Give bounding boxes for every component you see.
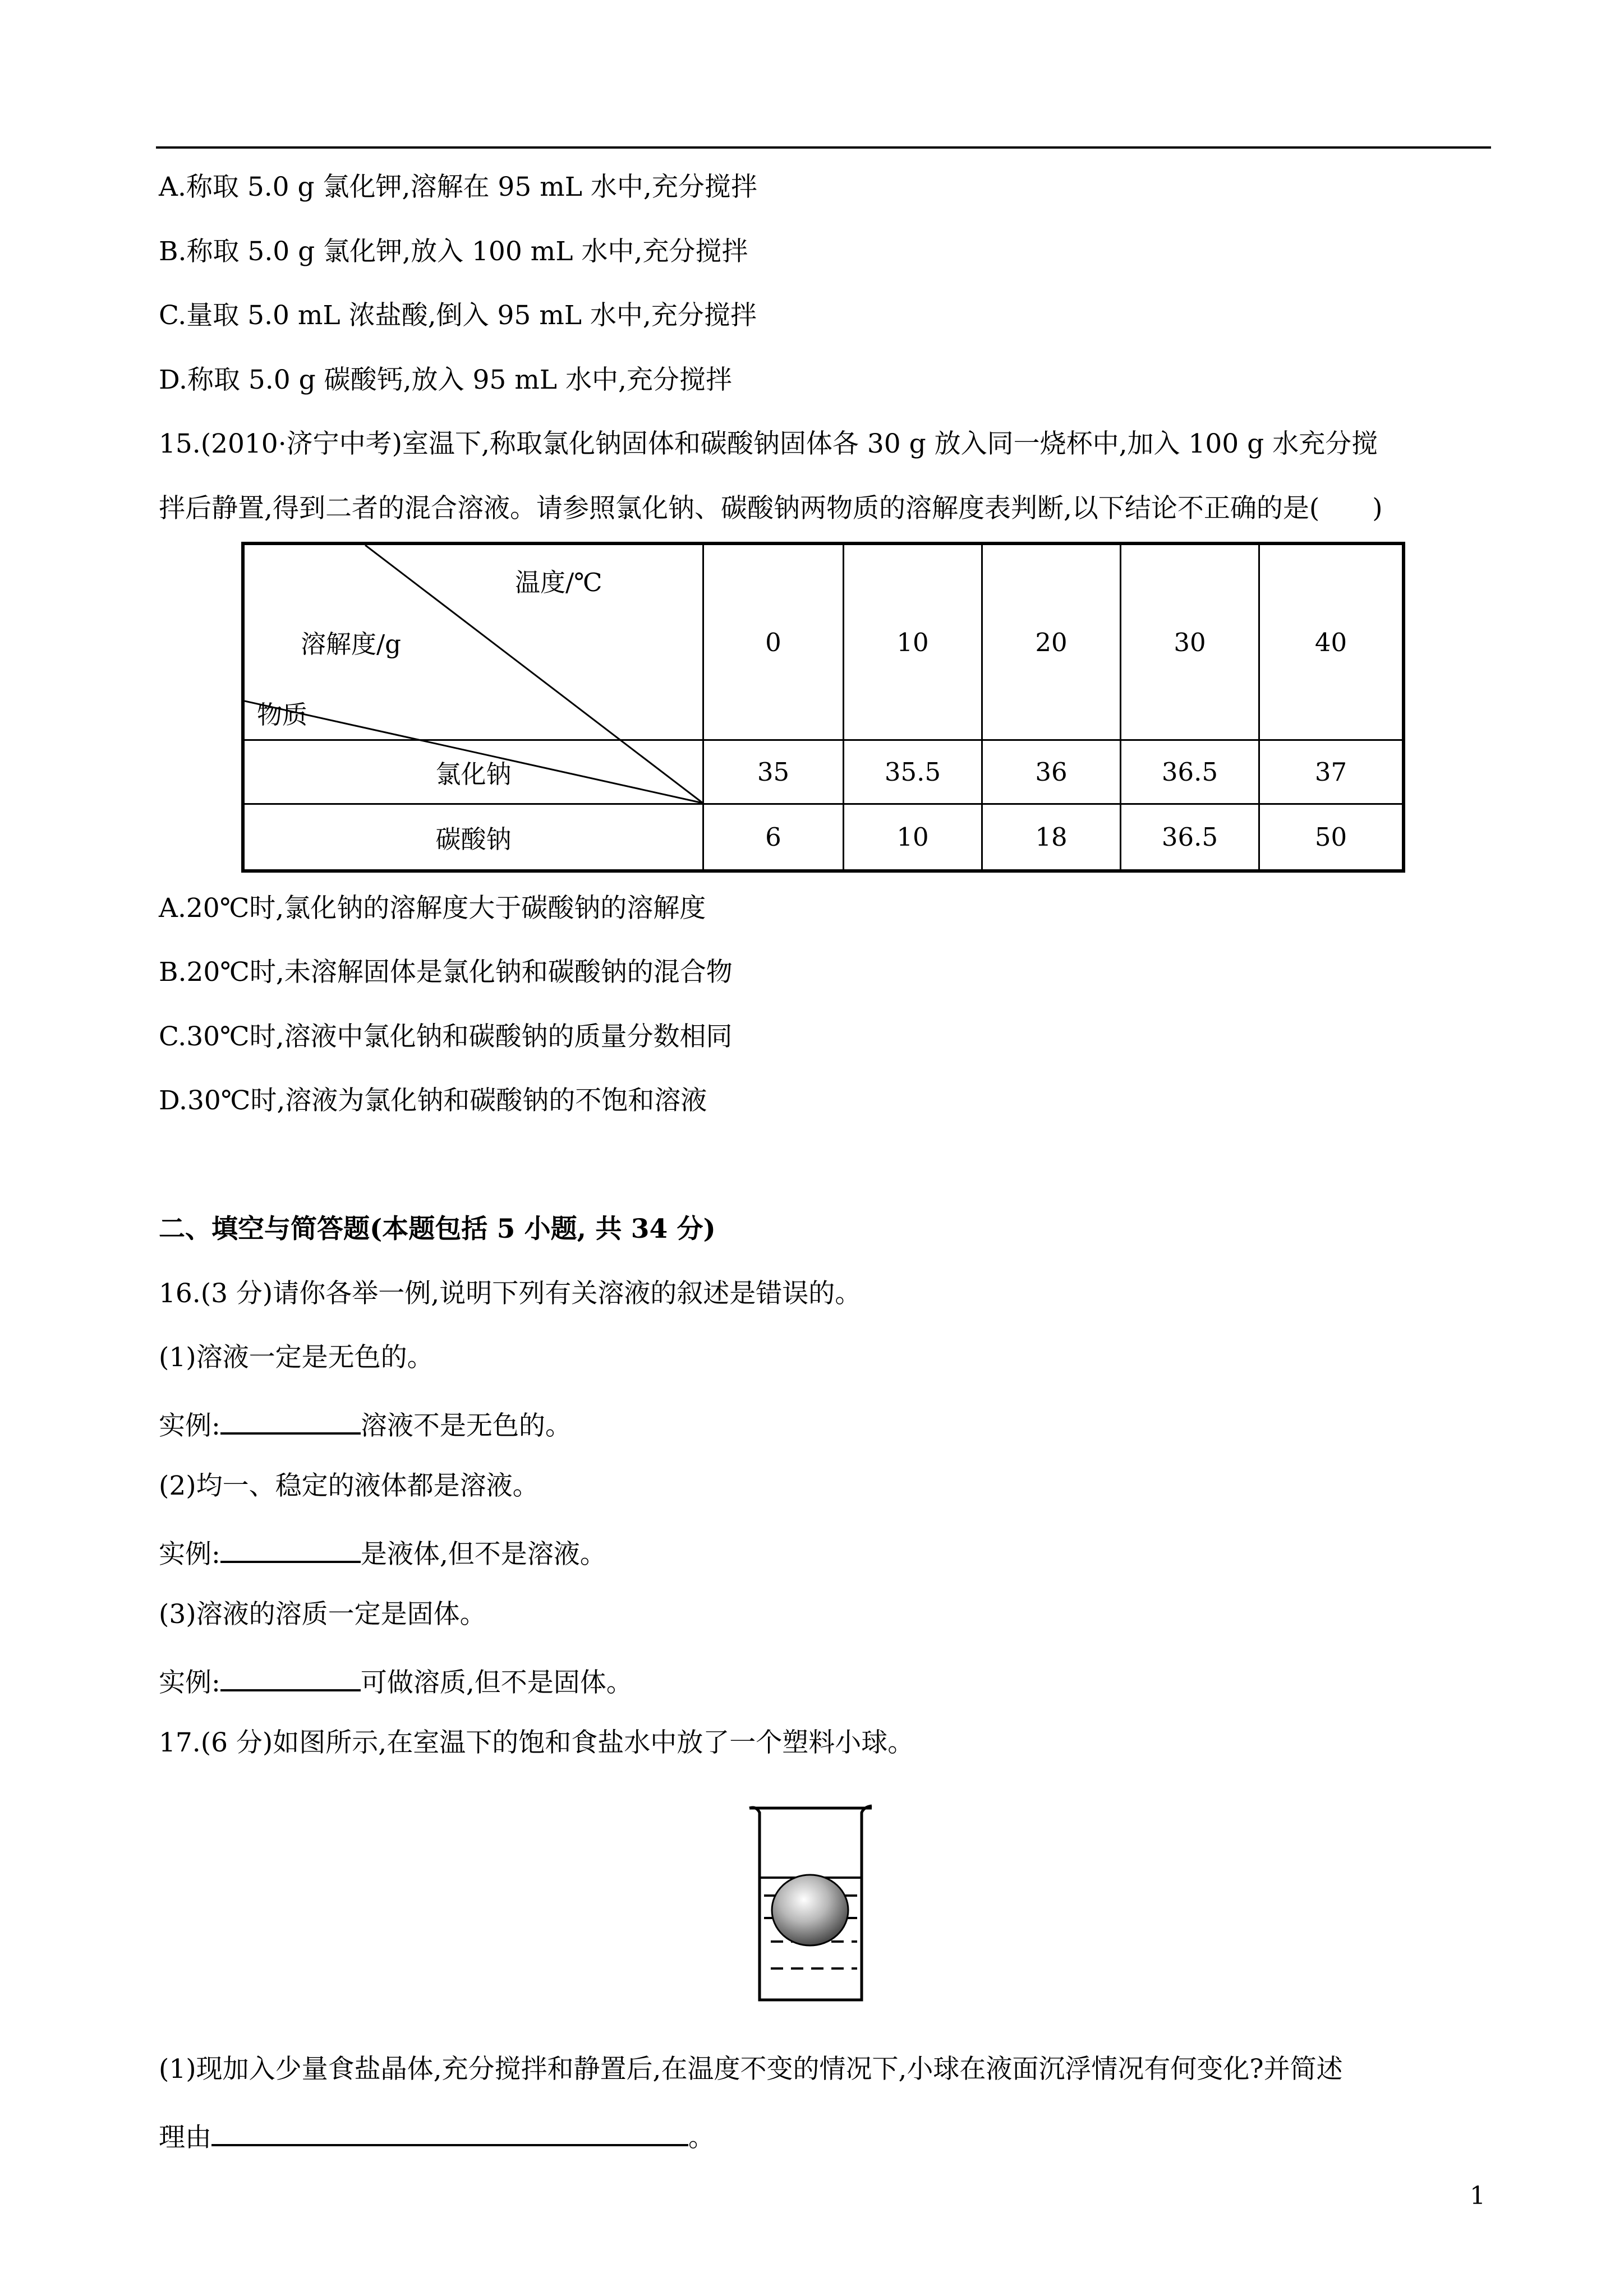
q15-stem-line1: 15.(2010·济宁中考)室温下,称取氯化钠固体和碳酸钠固体各 30 g 放入同一烧杯中,加入 100 g 水充分搅: [159, 428, 1378, 459]
table-cell: 18: [1035, 822, 1068, 852]
corner-substance-label: 物质: [257, 700, 308, 730]
answer-blank-1[interactable]: [220, 1405, 361, 1435]
q17-part1-line1: (1)现加入少量食盐晶体,充分搅拌和静置后,在温度不变的情况下,小球在液面沉浮情况有何变化?并简述: [159, 2054, 1343, 2085]
temp-header: 40: [1314, 627, 1347, 657]
corner-temperature-label: 温度/℃: [515, 568, 602, 597]
q14-option-a: A.称取 5.0 g 氯化钾,溶解在 95 mL 水中,充分搅拌: [159, 172, 757, 202]
q15-option-d: D.30℃时,溶液为氯化钠和碳酸钠的不饱和溶液: [159, 1085, 707, 1116]
q16-example1: [159, 1405, 572, 1443]
q17-stem: 17.(6 分)如图所示,在室温下的饱和食盐水中放了一个塑料小球。: [159, 1727, 914, 1758]
row-label-na2co3: 碳酸钠: [435, 824, 512, 854]
q15-stem-line2: 拌后静置,得到二者的混合溶液。请参照氯化钠、碳酸钠两物质的溶解度表判断,以下结论不正确的是( ): [159, 493, 1383, 524]
table-cell: 35.5: [884, 757, 941, 787]
q15-option-a: A.20℃时,氯化钠的溶解度大于碳酸钠的溶解度: [159, 893, 706, 924]
corner-solubility-label: 溶解度/g: [301, 629, 401, 659]
section-title: 二、填空与简答题(本题包括 5 小题, 共 34 分): [159, 1214, 716, 1244]
example-suffix: 可做溶质,但不是固体。: [360, 1667, 633, 1698]
q17-part1-reason: [159, 2117, 715, 2155]
example-suffix: 是液体,但不是溶液。: [360, 1539, 606, 1570]
table-cell: 37: [1314, 757, 1347, 787]
q16-part1: (1)溶液一定是无色的。: [159, 1342, 434, 1373]
q15-option-c: C.30℃时,溶液中氯化钠和碳酸钠的质量分数相同: [159, 1021, 733, 1052]
q16-example2: [159, 1534, 606, 1571]
example-prefix: 实例:: [159, 1410, 220, 1441]
q14-option-b: B.称取 5.0 g 氯化钾,放入 100 mL 水中,充分搅拌: [159, 236, 748, 267]
table-cell: 50: [1314, 822, 1347, 852]
reason-prefix: 理由: [159, 2122, 211, 2153]
example-suffix: 溶液不是无色的。: [360, 1410, 572, 1441]
temp-header: 30: [1174, 627, 1206, 657]
example-prefix: 实例:: [159, 1667, 220, 1698]
temp-header: 0: [765, 627, 781, 657]
q16-example3: [159, 1662, 633, 1700]
q16-stem: 16.(3 分)请你各举一例,说明下列有关溶液的叙述是错误的。: [159, 1278, 862, 1309]
q14-option-c: C.量取 5.0 mL 浓盐酸,倒入 95 mL 水中,充分搅拌: [159, 300, 757, 331]
answer-blank-3[interactable]: [220, 1662, 361, 1691]
reason-suffix: 。: [688, 2122, 715, 2153]
beaker-with-ball-figure: [746, 1800, 875, 2008]
temp-header: 10: [896, 627, 929, 657]
table-cell: 10: [896, 822, 929, 852]
table-cell: 6: [765, 822, 781, 852]
solubility-table: [241, 542, 1405, 873]
table-cell: 36.5: [1161, 757, 1218, 787]
temp-header: 20: [1035, 627, 1068, 657]
q14-option-d: D.称取 5.0 g 碳酸钙,放入 95 mL 水中,充分搅拌: [159, 365, 732, 395]
q16-part3: (3)溶液的溶质一定是固体。: [159, 1599, 486, 1630]
table-cell: 36: [1035, 757, 1068, 787]
example-prefix: 实例:: [159, 1539, 220, 1570]
answer-blank-2[interactable]: [220, 1534, 361, 1563]
header-rule: [156, 146, 1491, 149]
table-cell: 36.5: [1161, 822, 1218, 852]
row-label-nacl: 氯化钠: [435, 759, 512, 789]
table-cell: 35: [757, 757, 790, 787]
q15-option-b: B.20℃时,未溶解固体是氯化钠和碳酸钠的混合物: [159, 957, 733, 988]
q16-part2: (2)均一、稳定的液体都是溶液。: [159, 1470, 539, 1501]
reason-answer-blank[interactable]: [211, 2117, 688, 2146]
page-number: 1: [1470, 2182, 1485, 2210]
